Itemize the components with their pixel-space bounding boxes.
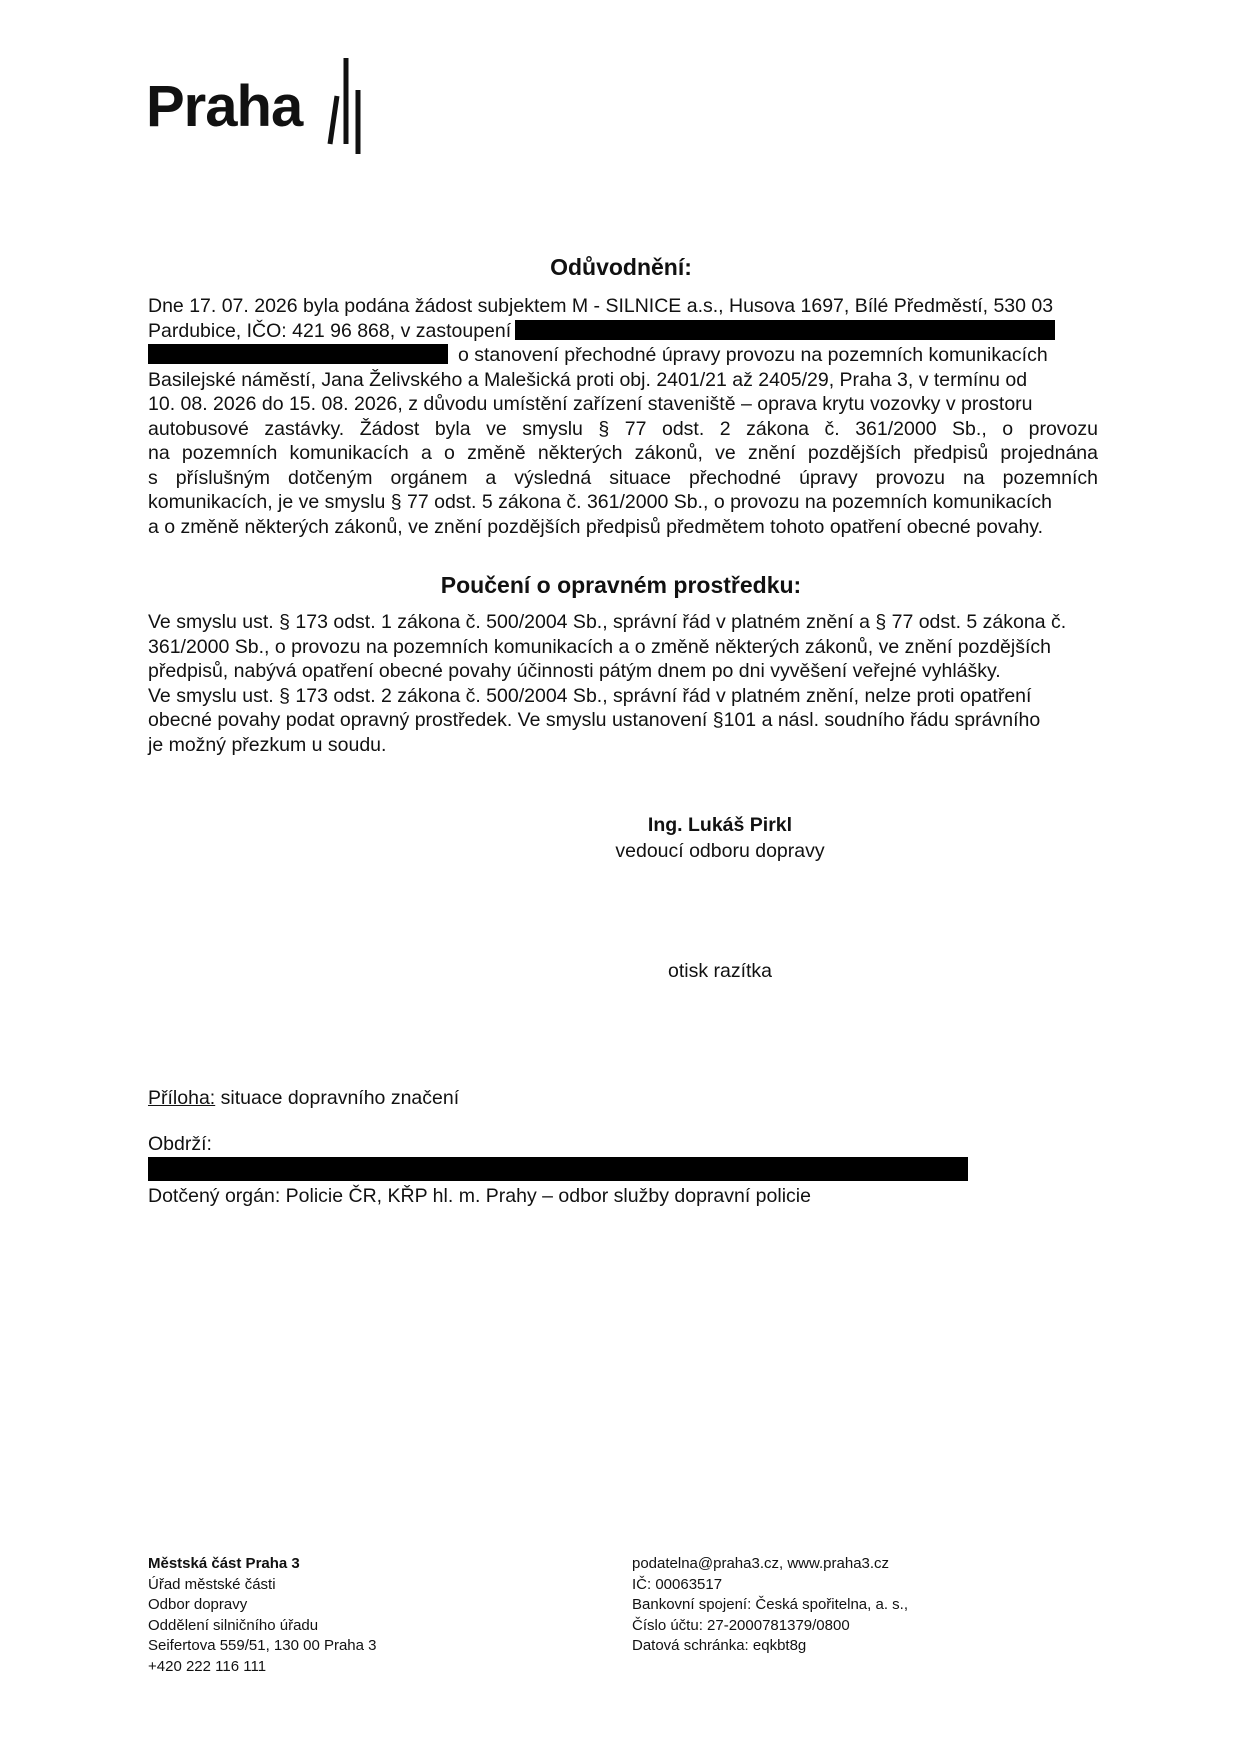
footer-office <box>148 1554 377 1677</box>
footer-account: Číslo účtu: 27-2000781379/0800 <box>632 1616 850 1634</box>
paragraph-line: Dne 17. 07. 2026 byla podána žádost subjektem M - SILNICE a.s., Husova 1697, Bílé Předměstí, 530 03 <box>148 295 1054 317</box>
paragraph-line: a o změně některých zákonů, ve znění pozdějších předpisů předmětem tohoto opatření obecné povahy. <box>148 515 1044 538</box>
paragraph-line: Pardubice, IČO: 421 96 868, v zastoupení <box>148 319 1098 344</box>
redaction-bar <box>515 320 1055 340</box>
recipient-redacted <box>148 1157 1098 1185</box>
footer-databox: Datová schránka: eqkbt8g <box>632 1637 807 1654</box>
footer-bank: Bankovní spojení: Česká spořitelna, a. s., <box>632 1596 908 1613</box>
attachment-text: situace dopravního značení <box>220 1087 460 1109</box>
paragraph-line: autobusové zastávky. Žádost byla ve smyslu § 77 odst. 2 zákona č. 361/2000 Sb., o provozu <box>148 417 1098 440</box>
signature-block <box>560 812 880 864</box>
footer-line: Oddělení silničního úřadu <box>148 1616 319 1634</box>
paragraph-line: Basilejské náměstí, Jana Želivského a Malešická proti obj. 2401/21 až 2405/29, Praha 3, v termínu od <box>148 368 1028 391</box>
footer-phone: +420 222 116 111 <box>148 1657 267 1675</box>
footer-office-name: Městská část Praha 3 <box>148 1555 300 1572</box>
remedy-heading: Poučení o opravném prostředku: <box>440 572 802 598</box>
paragraph-line: obecné povahy podat opravný prostředek. Ve smyslu ustanovení §101 a násl. soudního řádu správního <box>148 709 1041 731</box>
paragraph-line: předpisů, nabývá opatření obecné povahy účinnosti pátým dnem po dni vyvěšení veřejné vyhlášky. <box>148 660 1001 682</box>
paragraph-line: s příslušným dotčeným orgánem a výsledná situace přechodné úpravy provozu na pozemních <box>148 466 1098 489</box>
paragraph-line: komunikacích, je ve smyslu § 77 odst. 5 zákona č. 361/2000 Sb., o provozu na pozemních komunikacích <box>148 491 1052 513</box>
recipients-label: Obdrží: <box>148 1133 212 1155</box>
paragraph-line: 361/2000 Sb., o provozu na pozemních komunikacích a o změně některých zákonů, ve znění pozdějších <box>148 635 1051 658</box>
paragraph-line: na pozemních komunikacích a o změně některých zákonů, ve znění pozdějších předpisů projednána <box>148 442 1098 464</box>
praha-logo-text: Praha <box>146 74 303 139</box>
paragraph-line: Ve smyslu ust. § 173 odst. 2 zákona č. 500/2004 Sb., správní řád v platném znění, nelze proti opatření <box>148 684 1032 707</box>
signatory-title: vedoucí odboru dopravy <box>615 840 825 862</box>
redaction-bar <box>148 344 448 364</box>
paragraph-line: 10. 08. 2026 do 15. 08. 2026, z důvodu umístění zařízení staveniště – oprava krytu vozovky v prostoru <box>148 393 1033 415</box>
signatory-name: Ing. Lukáš Pirkl <box>647 814 793 836</box>
redaction-bar <box>148 1157 968 1181</box>
recipient-authority: Dotčený orgán: Policie ČR, KŘP hl. m. Prahy – odbor služby dopravní policie <box>148 1185 811 1207</box>
attachment-line <box>148 1086 1098 1111</box>
paragraph-line: Ve smyslu ust. § 173 odst. 1 zákona č. 500/2004 Sb., správní řád v platném znění a § 77 odst. 5 zákona č. <box>148 611 1067 633</box>
footer-address: Seifertova 559/51, 130 00 Praha 3 <box>148 1637 377 1654</box>
footer-contacts <box>632 1554 908 1657</box>
reasoning-paragraph <box>148 294 1098 539</box>
footer-ic: IČ: 00063517 <box>632 1575 723 1593</box>
attachment-label: Příloha: <box>148 1087 216 1109</box>
footer-email-web: podatelna@praha3.cz, www.praha3.cz <box>632 1555 890 1572</box>
recipients-block <box>148 1132 1098 1209</box>
remedy-paragraph <box>148 610 1098 757</box>
praha-logo-mark <box>318 56 378 156</box>
reasoning-heading: Odůvodnění: <box>550 254 692 280</box>
stamp-placeholder: otisk razítka <box>667 960 773 982</box>
footer-line: Odbor dopravy <box>148 1596 248 1613</box>
footer-line: Úřad městské části <box>148 1575 276 1593</box>
paragraph-line: je možný přezkum u soudu. <box>148 733 387 756</box>
paragraph-line: o stanovení přechodné úpravy provozu na pozemních komunikacích <box>148 343 1098 368</box>
